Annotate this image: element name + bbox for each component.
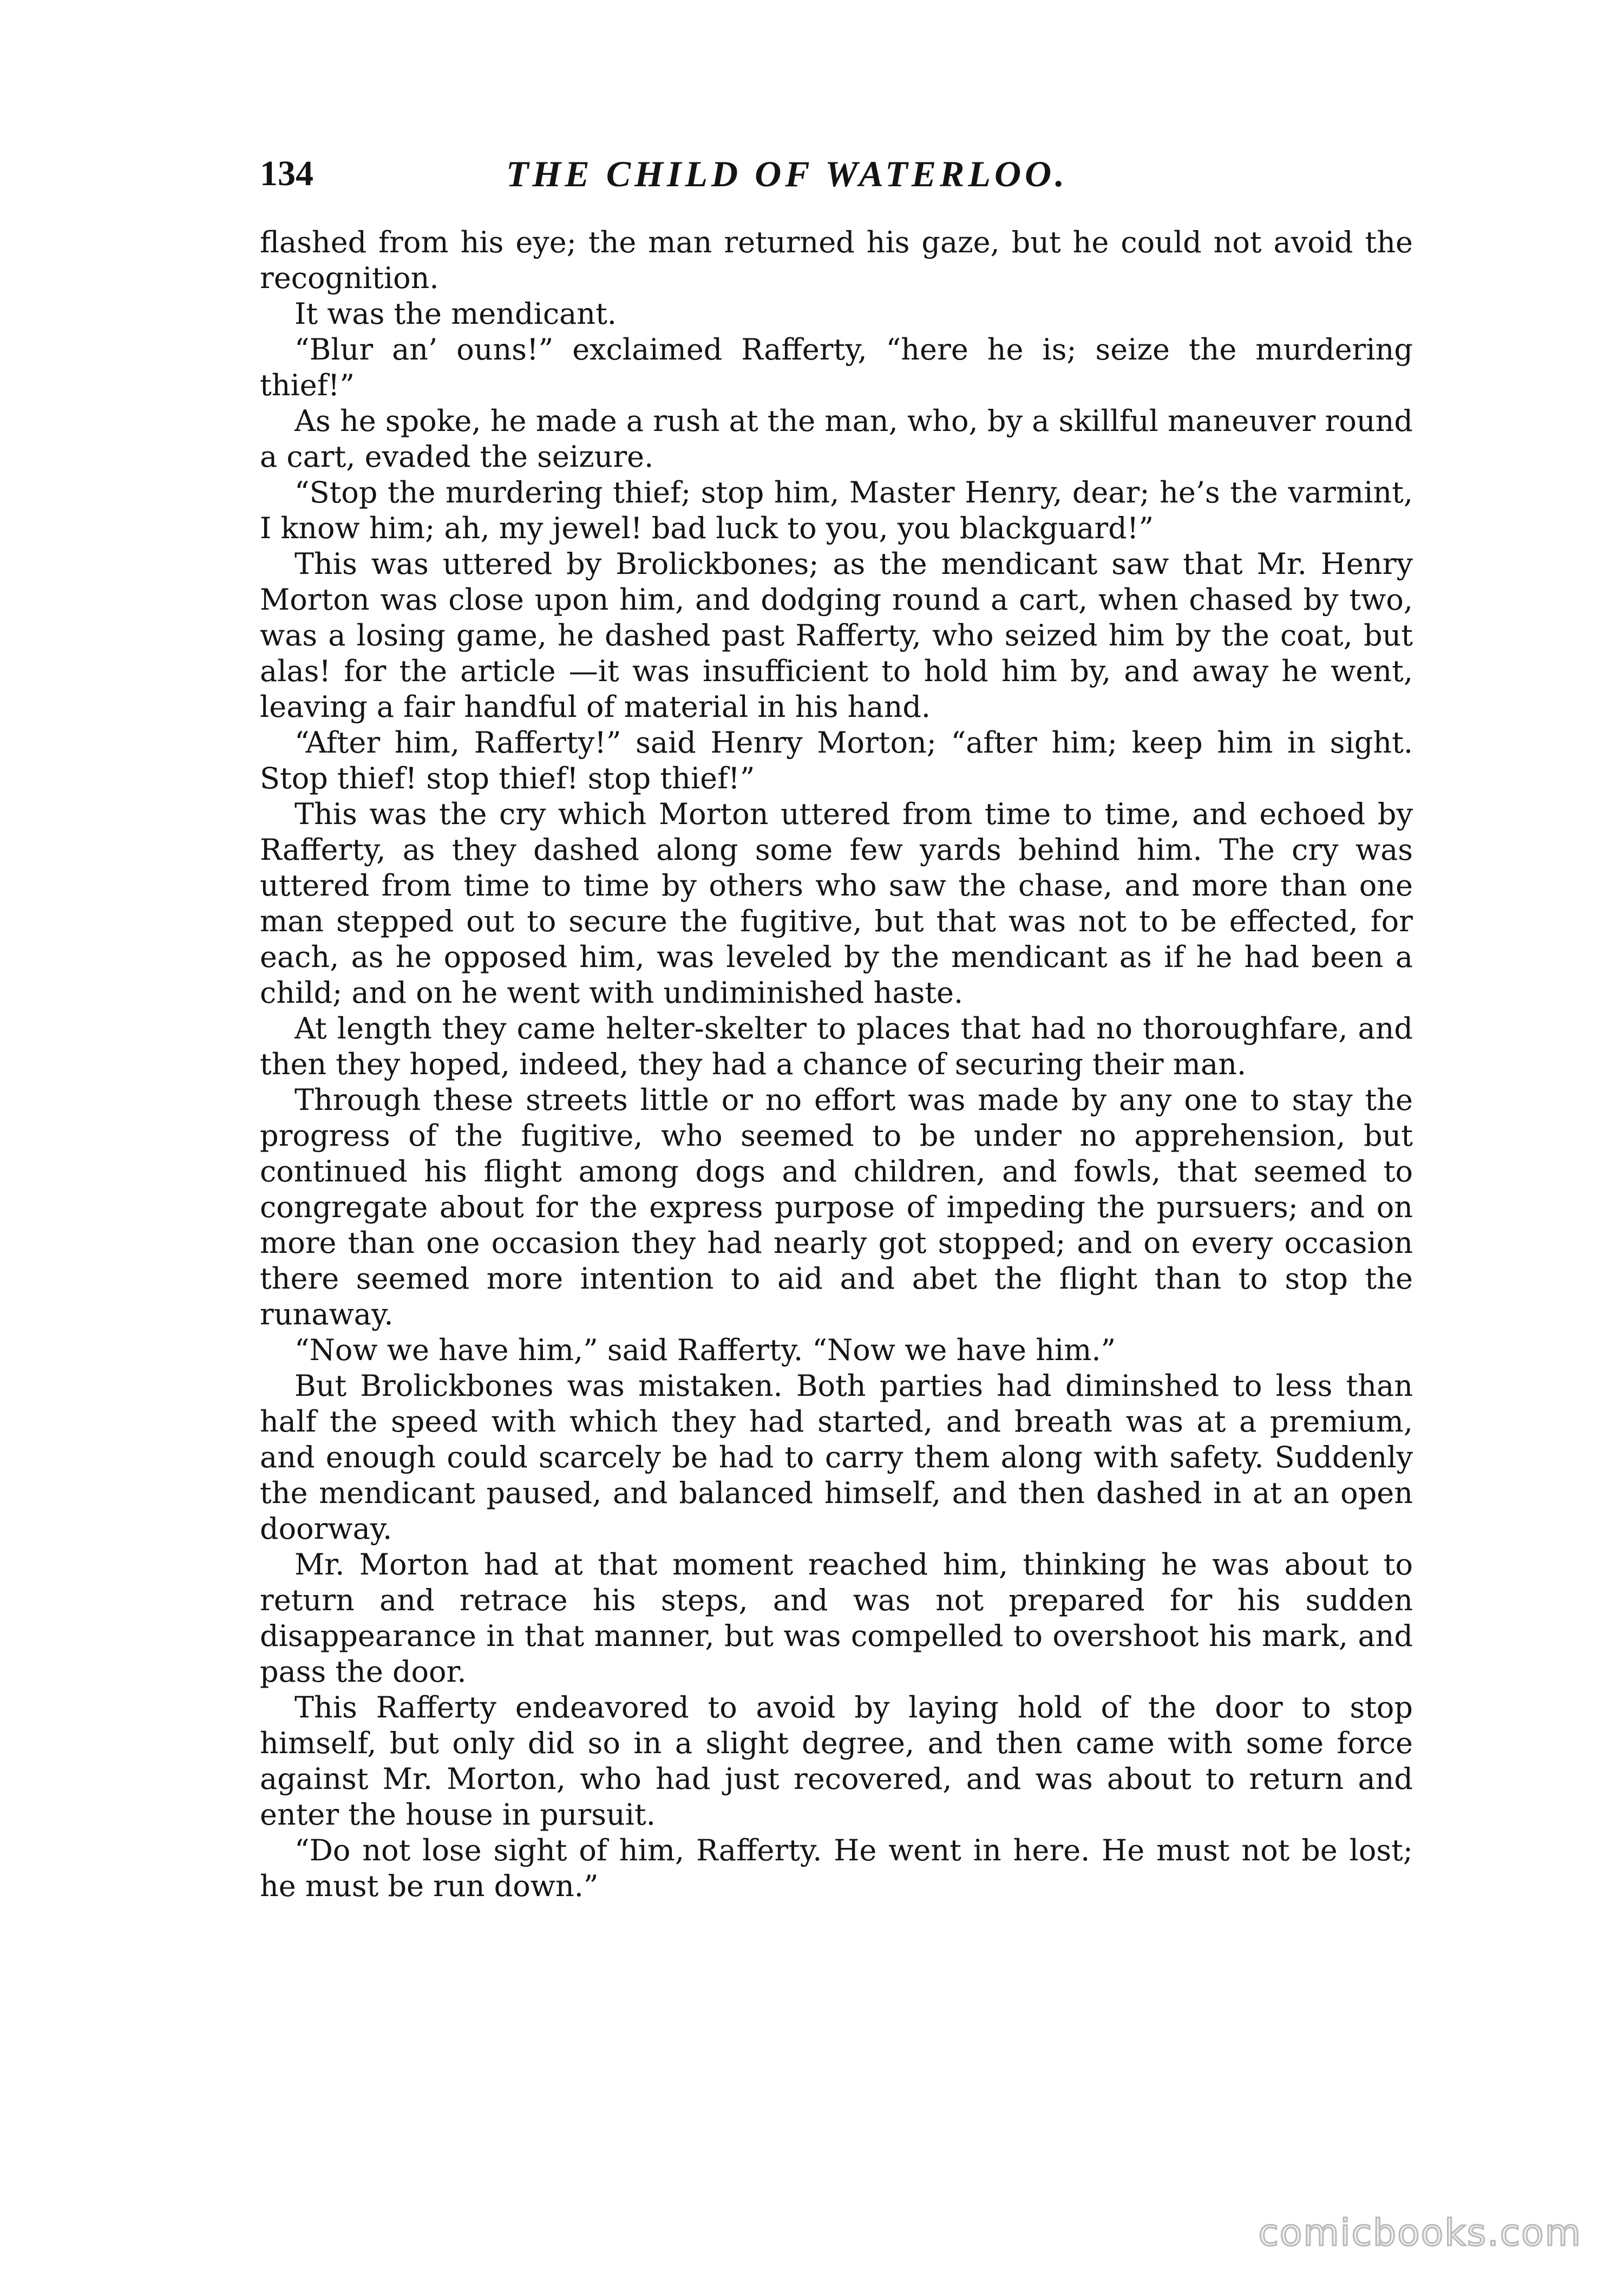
paragraph: This was uttered by Brolickbones; as the mendicant saw that Mr. Henry Morton was close upon him, and dodging round a cart, when chased by two, was a losing game, he dashed past Rafferty, who seized him by the coat, but alas! for the article —it was insufficient to hold him by, and away he went, leaving a fair handful of material in his hand. [260, 547, 1413, 724]
paragraph: “Stop the murdering thief; stop him, Master Henry, dear; he’s the varmint, I know him; ah, my jewel! bad luck to you, you blackguard!” [260, 475, 1413, 545]
paragraph: But Brolickbones was mistaken. Both parties had diminshed to less than half the speed with which they had started, and breath was at a premium, and enough could scarcely be had to carry them along with safety. Suddenly the mendicant paused, and balanced himself, and then dashed in at an open doorway. [260, 1369, 1413, 1546]
paragraph: “After him, Rafferty!” said Henry Morton; “after him; keep him in sight. Stop thief! stop thief! stop thief!” [260, 726, 1413, 795]
paragraph: Mr. Morton had at that moment reached him, thinking he was about to return and retrace his steps, and was not prepared for his sudden disappearance in that manner, but was compelled to overshoot his mark, and pass the door. [260, 1547, 1413, 1689]
paragraph: As he spoke, he made a rush at the man, who, by a skillful maneuver round a cart, evaded the seizure. [260, 404, 1413, 474]
paragraph: “Do not lose sight of him, Rafferty. He went in here. He must not be lost; he must be run down.” [260, 1833, 1413, 1903]
paragraph: Through these streets little or no effort was made by any one to stay the progress of the fugitive, who seemed to be under no apprehension, but continued his flight among dogs and children, and fowls, that seemed to congregate about for the express purpose of impeding the pursuers; and on more than one occasion they had nearly got stopped; and on every occasion there seemed more intention to aid and abet the flight than to stop the runaway. [260, 1083, 1413, 1331]
watermark: comicbooks.com [1258, 2212, 1582, 2255]
paragraph: At length they came helter-skelter to places that had no thoroughfare, and then they hoped, indeed, they had a chance of securing their man. [260, 1011, 1413, 1081]
paragraph: It was the mendicant. [294, 297, 617, 331]
paragraph: “Now we have him,” said Rafferty. “Now we have him.” [294, 1333, 1116, 1367]
page-number: 134 [260, 154, 313, 193]
running-head [260, 149, 1413, 209]
paragraph-continued: flashed from his eye; the man returned his gaze, but he could not avoid the recognition. [260, 225, 1413, 295]
paragraph: This Rafferty endeavored to avoid by laying hold of the door to stop himself, but only did so in a slight degree, and then came with some force against Mr. Morton, who had just recovered, and was about to return and enter the house in pursuit. [260, 1690, 1413, 1832]
paragraph: This was the cry which Morton uttered from time to time, and echoed by Rafferty, as they dashed along some few yards behind him. The cry was uttered from time to time by others who saw the chase, and more than one man stepped out to secure the fugitive, but that was not to be effected, for each, as he opposed him, was leveled by the mendicant as if he had been a child; and on he went with undiminished haste. [260, 797, 1413, 1010]
book-title: THE CHILD OF WATERLOO. [506, 153, 1069, 194]
paragraph: “Blur an’ ouns!” exclaimed Rafferty, “here he is; seize the murdering thief!” [260, 332, 1413, 402]
body-text [260, 225, 1413, 1904]
